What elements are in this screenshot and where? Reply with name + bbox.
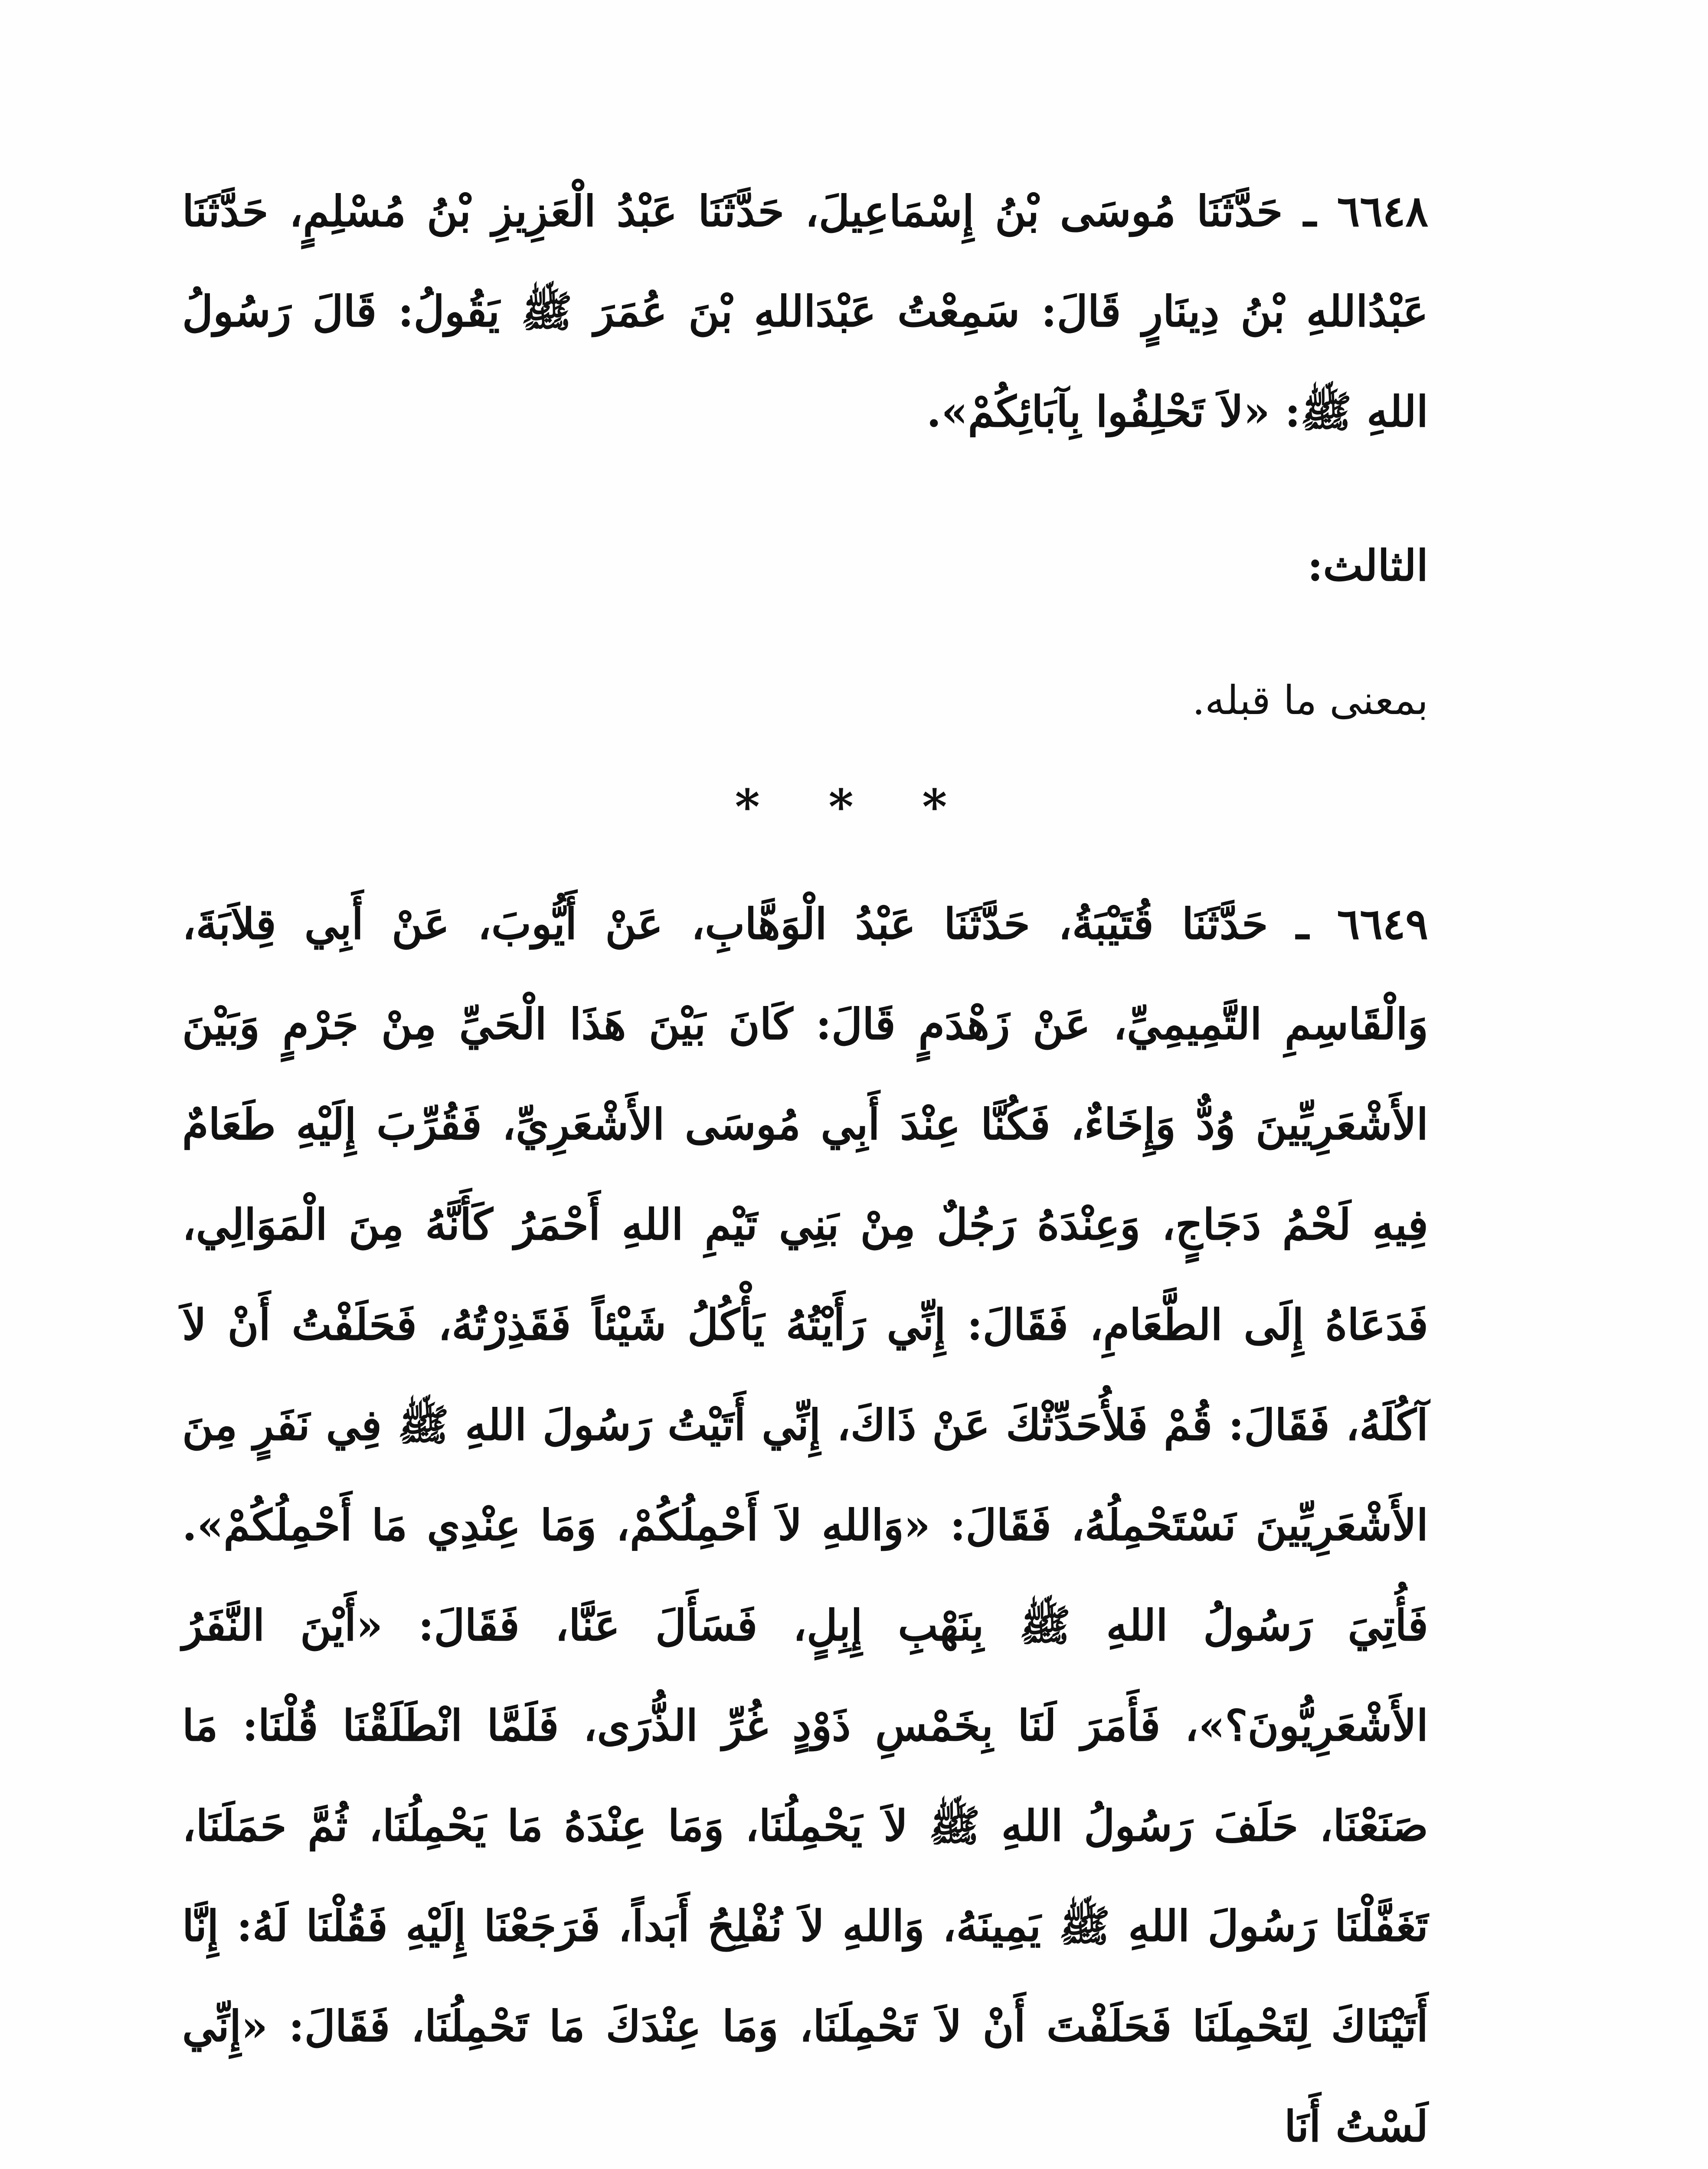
hadith-6648-text: ٦٦٤٨ ـ حَدَّثَنَا مُوسَى بْنُ إِسْمَاعِيلَ، حَدَّثَنَا عَبْدُ الْعَزِيزِ بْنُ مُسْلِمٍ، حَدَّثَنَا عَبْدُاللهِ بْنُ دِينَارٍ قَالَ: سَمِعْتُ عَبْدَاللهِ بْنَ عُمَرَ ﷺ يَقُولُ: قَالَ رَسُولُ اللهِ ﷺ: «لاَ تَحْلِفُوا بِآبَائِكُمْ». xyxy=(182,187,1428,437)
hadith-6648-block xyxy=(182,161,1428,462)
section-note-third: بمعنى ما قبله. xyxy=(1192,677,1428,724)
hadith-6649-block xyxy=(182,874,1428,2169)
section-heading-third: الثالث: xyxy=(1307,541,1428,591)
section-separator: * * * xyxy=(735,779,973,835)
hadith-6649-text: ٦٦٤٩ ـ حَدَّثَنَا قُتَيْبَةُ، حَدَّثَنَا عَبْدُ الْوَهَّابِ، عَنْ أَيُّوبَ، عَنْ أَبِي قِلاَبَةَ، وَالْقَاسِمِ التَّمِيمِيِّ، عَنْ زَهْدَمٍ قَالَ: كَانَ بَيْنَ هَذَا الْحَيِّ مِنْ جَرْمٍ وَبَيْنَ الأَشْعَرِيِّينَ وُدٌّ وَإِخَاءٌ، فَكُنَّا عِنْدَ أَبِي مُوسَى الأَشْعَرِيِّ، فَقُرِّبَ إِلَيْهِ طَعَامٌ فِيهِ لَحْمُ دَجَاجٍ، وَعِنْدَهُ رَجُلٌ مِنْ بَنِي تَيْمِ اللهِ أَحْمَرُ كَأَنَّهُ مِنَ الْمَوَالِي، فَدَعَاهُ إِلَى الطَّعَامِ، فَقَالَ: إِنِّي رَأَيْتُهُ يَأْكُلُ شَيْئاً فَقَذِرْتُهُ، فَحَلَفْتُ أَنْ لاَ آكُلَهُ، فَقَالَ: قُمْ فَلأُحَدِّثْكَ عَنْ ذَاكَ، إِنِّي أَتَيْتُ رَسُولَ اللهِ ﷺ فِي نَفَرٍ مِنَ الأَشْعَرِيِّينَ نَسْتَحْمِلُهُ، فَقَالَ: «وَاللهِ لاَ أَحْمِلُكُمْ، وَمَا عِنْدِي مَا أَحْمِلُكُمْ». فَأُتِيَ رَسُولُ اللهِ ﷺ بِنَهْبِ إِبِلٍ، فَسَأَلَ عَنَّا، فَقَالَ: «أَيْنَ النَّفَرُ الأَشْعَرِيُّونَ؟»، فَأَمَرَ لَنَا بِخَمْسِ ذَوْدٍ غُرِّ الذُّرَى، فَلَمَّا انْطَلَقْنَا قُلْنَا: مَا صَنَعْنَا، حَلَفَ رَسُولُ اللهِ ﷺ لاَ يَحْمِلُنَا، وَمَا عِنْدَهُ مَا يَحْمِلُنَا، ثُمَّ حَمَلَنَا، تَغَفَّلْنَا رَسُولَ اللهِ ﷺ يَمِينَهُ، وَاللهِ لاَ نُفْلِحُ أَبَداً، فَرَجَعْنَا إِلَيْهِ فَقُلْنَا لَهُ: إِنَّا أَتَيْنَاكَ لِتَحْمِلَنَا فَحَلَفْتَ أَنْ لاَ تَحْمِلَنَا، وَمَا عِنْدَكَ مَا تَحْمِلُنَا، فَقَالَ: «إِنِّي لَسْتُ أَنَا xyxy=(182,899,1428,2152)
